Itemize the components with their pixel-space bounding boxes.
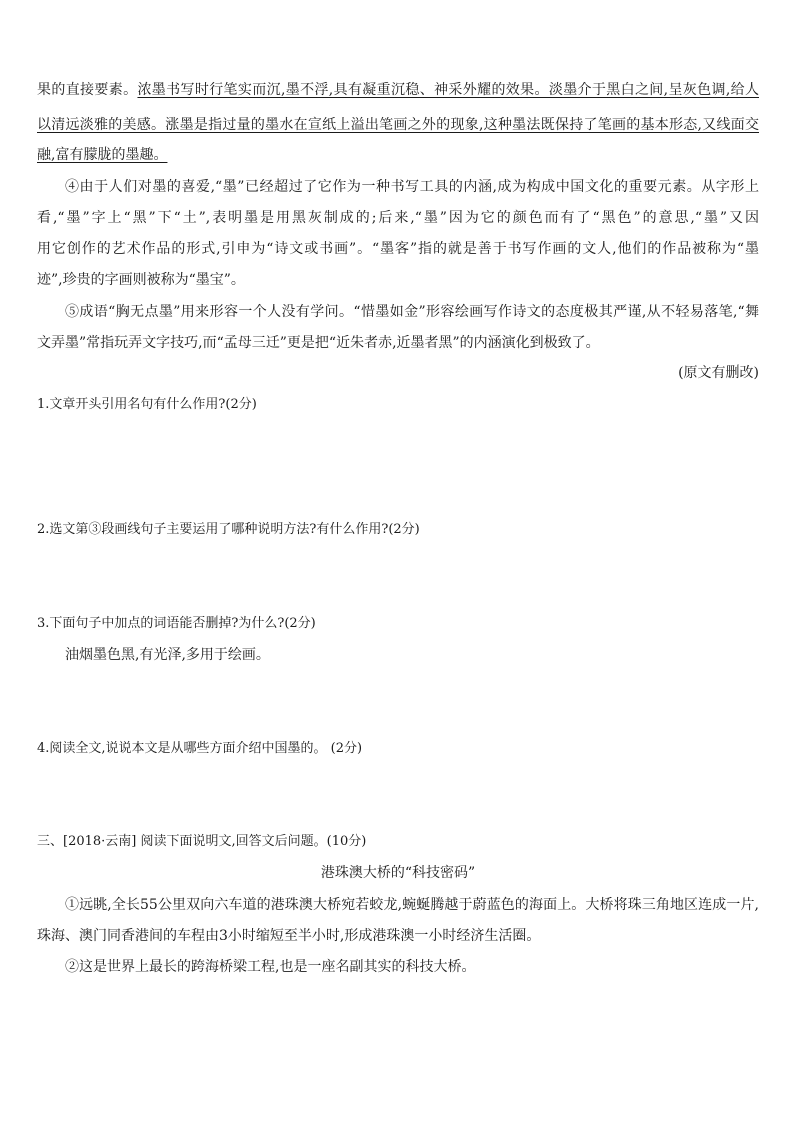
question-2: 2.选文第③段画线句子主要运用了哪种说明方法?有什么作用?(2分) bbox=[37, 522, 420, 537]
para3-line-2: 以清远淡雅的美感。涨墨是指过量的墨水在宣纸上溢出笔画之外的现象,这种墨法既保持了笔画的基本形态,又线面交 bbox=[37, 117, 759, 133]
para5-line-1: ⑤成语“胸无点墨”用来形容一个人没有学问。“惜墨如金”形容绘画写作诗文的态度极其严谨,从不轻易落笔,“舞 bbox=[65, 304, 759, 320]
question-1: 1.文章开头引用名句有什么作用?(2分) bbox=[37, 397, 257, 412]
para4-line-1: ④由于人们对墨的喜爱,“墨”已经超过了它作为一种书写工具的内涵,成为构成中国文化的重要元素。从字形上 bbox=[65, 179, 759, 195]
para4-line-2: 看,“墨”字上“黑”下“土”,表明墨是用黑灰制成的;后来,“墨”因为它的颜色而有了“黑色”的意思,“墨”又因 bbox=[37, 210, 759, 226]
para3-line-3: 融,富有朦胧的墨趣。 bbox=[37, 147, 168, 163]
section3-para2: ②这是世界上最长的跨海桥梁工程,也是一座名副其实的科技大桥。 bbox=[65, 959, 476, 975]
para3-plain-text: 果的直接要素。 bbox=[37, 82, 138, 98]
section3-para1-line-1: ①远眺,全长55公里双向六车道的港珠澳大桥宛若蛟龙,蜿蜒腾越于蔚蓝色的海面上。大桥将珠三角地区连成一片, bbox=[65, 897, 759, 913]
para3-line-1 bbox=[37, 80, 759, 100]
question-3-sentence: 油烟墨色黑,有光泽,多用于绘画。 bbox=[65, 647, 270, 663]
section3-para1-line-2: 珠海、澳门同香港间的车程由3小时缩短至半小时,形成港珠澳一小时经济生活圈。 bbox=[37, 928, 541, 944]
para3-underlined-text: 浓墨书写时行笔实而沉,墨不浮,具有凝重沉稳、神采外耀的效果。淡墨介于黑白之间,呈灰色调,给人 bbox=[137, 82, 759, 98]
para5-line-2: 文弄墨”常指玩弄文字技巧,而“孟母三迁”更是把“近朱者赤,近墨者黑”的内涵演化到极致了。 bbox=[37, 335, 600, 351]
source-note: (原文有删改) bbox=[678, 365, 759, 381]
section3-heading: 三、[2018·云南] 阅读下面说明文,回答文后问题。(10分) bbox=[37, 834, 367, 849]
section3-title: 港珠澳大桥的“科技密码” bbox=[320, 865, 476, 881]
para4-line-3: 用它创作的艺术作品的形式,引申为“诗文或书画”。“墨客”指的就是善于书写作画的文人,他们的作品被称为“墨 bbox=[37, 241, 759, 257]
question-4: 4.阅读全文,说说本文是从哪些方面介绍中国墨的。 (2分) bbox=[37, 741, 363, 756]
para4-line-4: 迹”,珍贵的字画则被称为“墨宝”。 bbox=[37, 272, 245, 288]
question-3: 3.下面句子中加点的词语能否删掉?为什么?(2分) bbox=[37, 616, 316, 631]
